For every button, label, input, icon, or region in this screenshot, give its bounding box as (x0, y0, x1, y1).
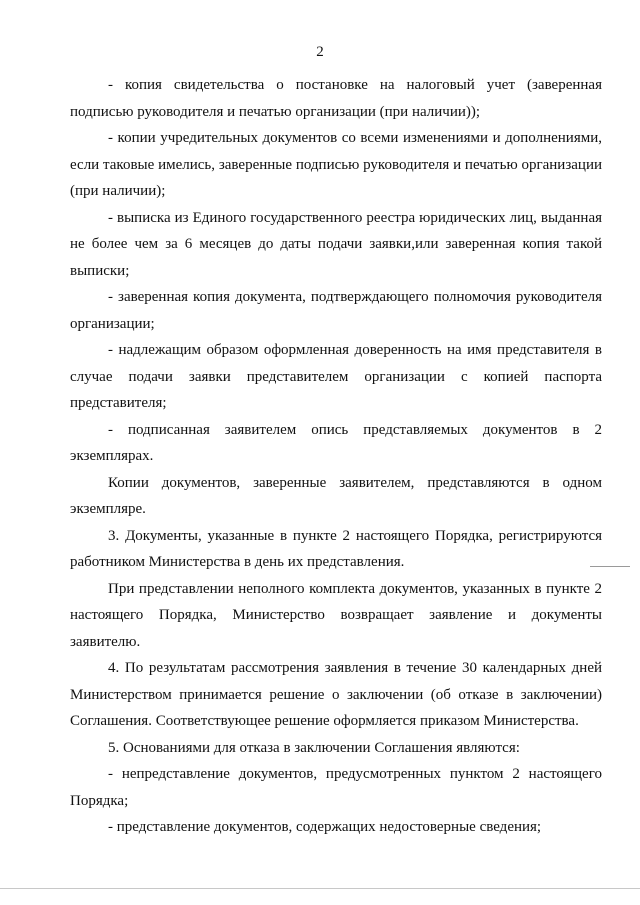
paragraph-copies-note: Копии документов, заверенные заявителем, представляются в одном экземпляре. (70, 474, 602, 517)
paragraph-tax-certificate: - копия свидетельства о постановке на налоговый учет (заверенная подписью руководителя и печатью организации (при наличии)); (70, 77, 602, 120)
paragraph-registry-extract: - выписка из Единого государственного реестра юридических лиц, выданная не более чем за 6 месяцев до даты подачи заявки,или заверенная копия такой выписки; (70, 209, 602, 279)
paragraph-authority-document: - заверенная копия документа, подтверждающего полномочия руководителя организации; (70, 289, 602, 332)
paragraph-item-5: 5. Основаниями для отказа в заключении Соглашения являются: (108, 739, 520, 756)
page-number: 2 (316, 44, 324, 60)
paragraph-nonsubmission: - непредставление документов, предусмотренных пунктом 2 настоящего Порядка; (70, 766, 602, 809)
document-body (70, 72, 602, 841)
paragraph-founding-documents: - копии учредительных документов со всеми изменениями и дополнениями, если таковые имелись, заверенные подписью руководителя и печатью организации (при наличии); (70, 130, 602, 199)
paragraph-item-3: 3. Документы, указанные в пункте 2 настоящего Порядка, регистрируются работником Министерства в день их представления. (70, 527, 602, 570)
paragraph-false-info: - представление документов, содержащих недостоверные сведения; (108, 819, 542, 835)
paragraph-incomplete-set: При представлении неполного комплекта документов, указанных в пункте 2 настоящего Порядка, Министерство возвращает заявление и документы заявителю. (70, 580, 602, 650)
paragraph-power-of-attorney: - надлежащим образом оформленная доверенность на имя представителя в случае подачи заявки представителем организации с копией паспорта представителя; (70, 342, 602, 411)
margin-mark (590, 566, 630, 567)
bottom-rule (0, 888, 640, 889)
paragraph-inventory: - подписанная заявителем опись представляемых документов в 2 экземплярах. (70, 421, 602, 464)
paragraph-item-4: 4. По результатам рассмотрения заявления в течение 30 календарных дней Министерством принимается решение о заключении (об отказе в заключении) Соглашения. Соответствующее решение оформляется приказом Министерства. (70, 660, 602, 729)
